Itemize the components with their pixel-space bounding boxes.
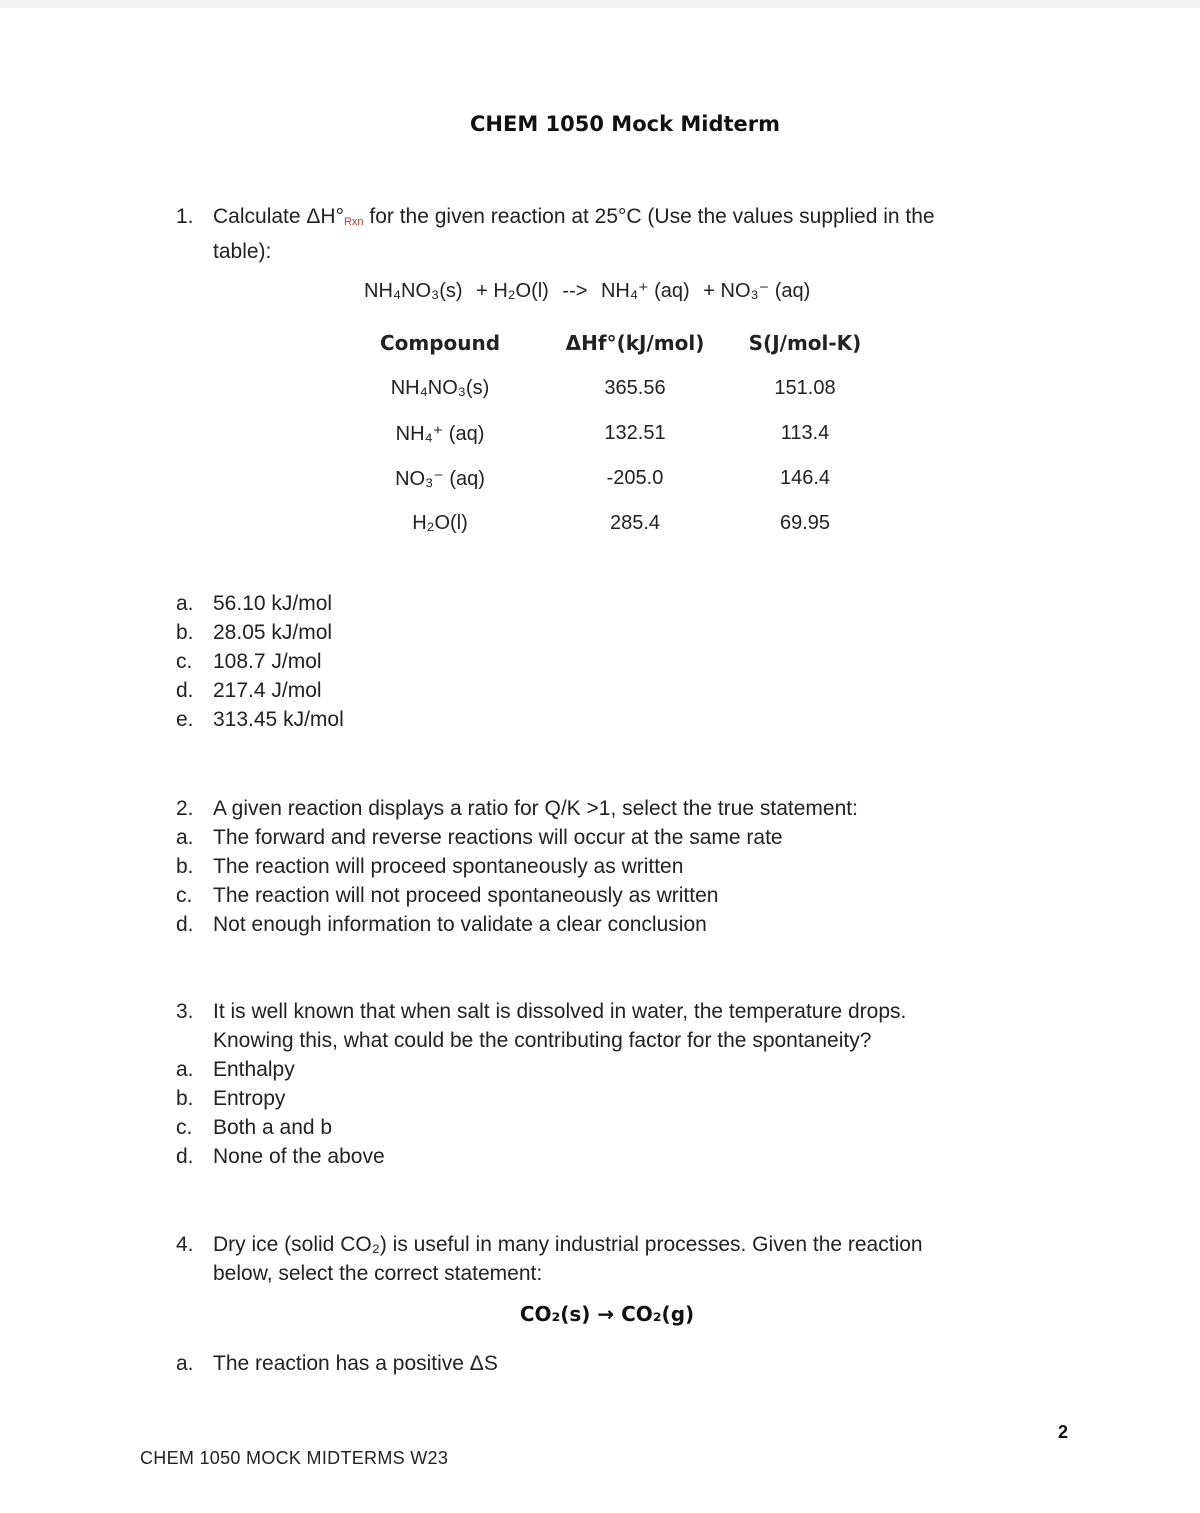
answer-option[interactable] [176,1349,498,1378]
option-text: Entropy [213,1087,286,1110]
option-text: 313.45 kJ/mol [213,708,344,731]
option-text: The reaction has a positive ΔS [213,1352,498,1375]
table-row [340,366,880,411]
table-row [340,411,880,456]
answer-option[interactable] [176,1084,385,1113]
option-letter: a. [176,1058,194,1081]
question-2-options [176,823,783,939]
reaction-equation [364,278,818,303]
question-4-number: 4. [176,1233,194,1256]
cell-entropy: 146.4 [779,467,831,489]
question-4-options [176,1349,498,1378]
question-2 [176,794,1056,823]
option-letter: d. [176,1145,194,1168]
page-number: 2 [1058,1422,1069,1442]
option-letter: e. [176,708,194,731]
page-top-band [0,0,1200,8]
eq-reactant-1: NH₄NO₃(s) [364,280,463,302]
question-1-text: Calculate ΔH°Rxn for the given reaction at 25°C (Use the values supplied in the [213,205,935,228]
table-row [340,456,880,501]
table-row [340,501,880,546]
option-letter: c. [176,884,193,907]
header-enthalpy: ΔHf°(kJ/mol) [565,331,705,355]
cell-entropy: 69.95 [779,512,831,534]
question-4-text-cont: below, select the correct statement: [213,1262,543,1285]
cell-enthalpy: -205.0 [606,467,664,489]
option-letter: d. [176,679,194,702]
option-letter: b. [176,855,194,878]
option-text: Both a and b [213,1116,333,1139]
question-1-text-cont: table): [213,240,272,263]
question-2-text: A given reaction displays a ratio for Q/K >1, select the true statement: [213,797,858,820]
question-4 [176,1230,1056,1288]
answer-option[interactable] [176,823,783,852]
cell-compound: NH₄⁺ (aq) [395,423,485,445]
question-1-options [176,589,344,734]
option-text: The reaction will not proceed spontaneously as written [213,884,719,907]
option-text: The reaction will proceed spontaneously as written [213,855,684,878]
option-text: The forward and reverse reactions will occur at the same rate [213,826,783,849]
question-3-text-cont: Knowing this, what could be the contributing factor for the spontaneity? [213,1029,872,1052]
option-text: 28.05 kJ/mol [213,621,333,644]
question-1-number: 1. [176,205,194,228]
page-footer: CHEM 1050 MOCK MIDTERMS W23 [140,1448,449,1468]
answer-option[interactable] [176,618,344,647]
option-text: 56.10 kJ/mol [213,592,333,615]
eq-product-2: + NO₃⁻ (aq) [703,280,811,302]
answer-option[interactable] [176,1113,385,1142]
header-entropy: S(J/mol-K) [748,331,862,355]
option-text: 108.7 J/mol [213,650,322,673]
answer-option[interactable] [176,910,783,939]
option-letter: d. [176,913,194,936]
option-letter: a. [176,826,194,849]
cell-entropy: 113.4 [780,422,830,444]
answer-option[interactable] [176,676,344,705]
cell-entropy: 151.08 [774,377,836,399]
cell-compound: H₂O(l) [412,512,468,534]
option-letter: a. [176,1352,194,1375]
answer-option[interactable] [176,647,344,676]
thermo-table [340,320,880,546]
option-letter: c. [176,650,193,673]
header-compound: Compound [379,331,501,355]
eq-product-1: NH₄⁺ (aq) [600,280,690,302]
option-letter: b. [176,621,194,644]
question-3-text: It is well known that when salt is dissolved in water, the temperature drops. [213,1000,907,1023]
cell-enthalpy: 365.56 [604,377,666,399]
option-letter: c. [176,1116,193,1139]
option-text: 217.4 J/mol [213,679,322,702]
answer-option[interactable] [176,881,783,910]
table-header [340,320,880,366]
rxn-subscript: Rxn [343,216,364,228]
eq-reactant-2: + H₂O(l) [476,280,549,302]
answer-option[interactable] [176,1055,385,1084]
option-letter: a. [176,592,194,615]
cell-compound: NO₃⁻ (aq) [395,468,485,490]
cell-enthalpy: 132.51 [604,422,666,444]
cell-enthalpy: 285.4 [609,512,661,534]
eq-arrow: --> [562,280,588,302]
page-title: CHEM 1050 Mock Midterm [470,112,780,136]
answer-option[interactable] [176,852,783,881]
answer-option[interactable] [176,1142,385,1171]
question-2-number: 2. [176,797,194,820]
option-letter: b. [176,1087,194,1110]
question-4-text: Dry ice (solid CO₂) is useful in many industrial processes. Given the reaction [213,1233,923,1256]
question-3 [176,997,1056,1055]
option-text: None of the above [213,1145,385,1168]
question-3-options [176,1055,385,1171]
answer-option[interactable] [176,705,344,734]
co2-equation: CO₂(s) → CO₂(g) [519,1302,695,1326]
answer-option[interactable] [176,589,344,618]
option-text: Enthalpy [213,1058,295,1081]
question-3-number: 3. [176,1000,194,1023]
option-text: Not enough information to validate a clear conclusion [213,913,707,936]
question-1 [176,202,1056,266]
cell-compound: NH₄NO₃(s) [390,377,490,399]
